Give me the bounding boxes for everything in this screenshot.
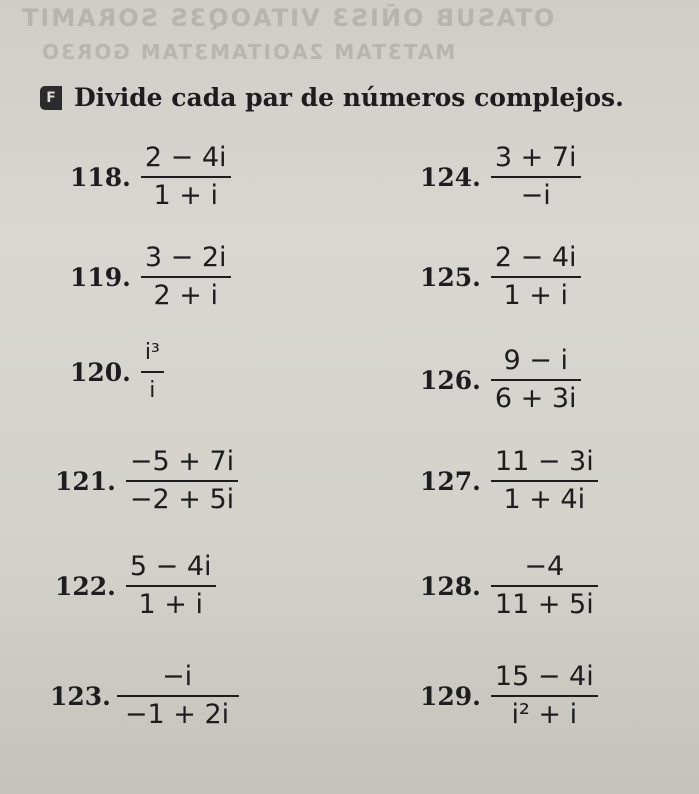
fraction-bar	[491, 379, 581, 381]
problem-118	[70, 143, 231, 211]
problem-number: 120.	[70, 357, 131, 387]
denominator: 1 + i	[138, 589, 203, 620]
problem-number: 118.	[70, 162, 131, 192]
denominator: 1 + i	[503, 280, 568, 311]
problem-119	[70, 243, 231, 311]
fraction	[491, 143, 581, 211]
numerator: −5 + 7i	[129, 446, 235, 477]
fraction-bar	[126, 480, 238, 482]
fraction	[126, 447, 238, 515]
fraction-bar	[491, 585, 598, 587]
problem-129	[420, 662, 598, 730]
fraction-bar	[141, 371, 164, 373]
numerator: 3 − 2i	[144, 242, 227, 273]
problem-122	[55, 552, 216, 620]
fraction-bar	[117, 695, 239, 697]
fraction	[491, 552, 598, 620]
problem-number: 119.	[70, 262, 131, 292]
denominator: i	[149, 378, 156, 403]
problem-120	[70, 338, 164, 406]
fraction-bar	[141, 176, 231, 178]
fraction-bar	[491, 695, 598, 697]
numerator: 2 − 4i	[144, 142, 227, 173]
denominator: 2 + i	[153, 280, 218, 311]
numerator: 5 − 4i	[129, 551, 212, 582]
denominator: −i	[520, 180, 551, 211]
fraction-bar	[491, 276, 581, 278]
problem-number: 129.	[420, 681, 481, 711]
problem-124	[420, 143, 581, 211]
fraction	[126, 552, 216, 620]
numerator: 9 − i	[503, 345, 568, 376]
problem-number: 126.	[420, 365, 481, 395]
problem-123	[50, 662, 233, 730]
fraction	[121, 662, 233, 730]
fraction-bar	[491, 176, 581, 178]
show-through-text: MAT3TAM 2AOITAM3TAM GOR3O	[40, 40, 456, 64]
fraction-bar	[126, 585, 216, 587]
numerator: 3 + 7i	[494, 142, 577, 173]
numerator: 2 − 4i	[494, 242, 577, 273]
problem-125	[420, 243, 581, 311]
fraction	[141, 243, 231, 311]
problem-number: 127.	[420, 466, 481, 496]
fraction-bar	[141, 276, 231, 278]
fraction	[141, 338, 164, 406]
problem-number: 123.	[50, 681, 111, 711]
instruction-text: Divide cada par de números complejos.	[74, 83, 624, 112]
fraction	[491, 243, 581, 311]
numerator: 15 − 4i	[494, 661, 594, 692]
problem-number: 122.	[55, 571, 116, 601]
denominator: 1 + 4i	[503, 484, 586, 515]
show-through-text: OTASUB OÑIS3 VITAOQ3S SORAMIT	[20, 4, 555, 32]
problem-number: 121.	[55, 466, 116, 496]
denominator: 6 + 3i	[494, 383, 577, 414]
problem-number: 125.	[420, 262, 481, 292]
denominator: −1 + 2i	[124, 699, 230, 730]
denominator: 11 + 5i	[494, 589, 594, 620]
problem-127	[420, 447, 598, 515]
problem-126	[420, 346, 581, 414]
denominator: i² + i	[511, 699, 578, 730]
denominator: −2 + 5i	[129, 484, 235, 515]
fraction	[491, 447, 598, 515]
section-badge: F	[40, 86, 62, 110]
problem-number: 128.	[420, 571, 481, 601]
numerator: 11 − 3i	[494, 446, 594, 477]
fraction	[141, 143, 231, 211]
numerator: −4	[524, 551, 565, 582]
fraction	[491, 346, 581, 414]
fraction-bar	[491, 480, 598, 482]
denominator: 1 + i	[153, 180, 218, 211]
problem-128	[420, 552, 598, 620]
problem-121	[55, 447, 238, 515]
numerator: i³	[144, 340, 160, 365]
instruction	[40, 83, 624, 112]
problem-number: 124.	[420, 162, 481, 192]
numerator: −i	[161, 661, 193, 692]
fraction	[491, 662, 598, 730]
